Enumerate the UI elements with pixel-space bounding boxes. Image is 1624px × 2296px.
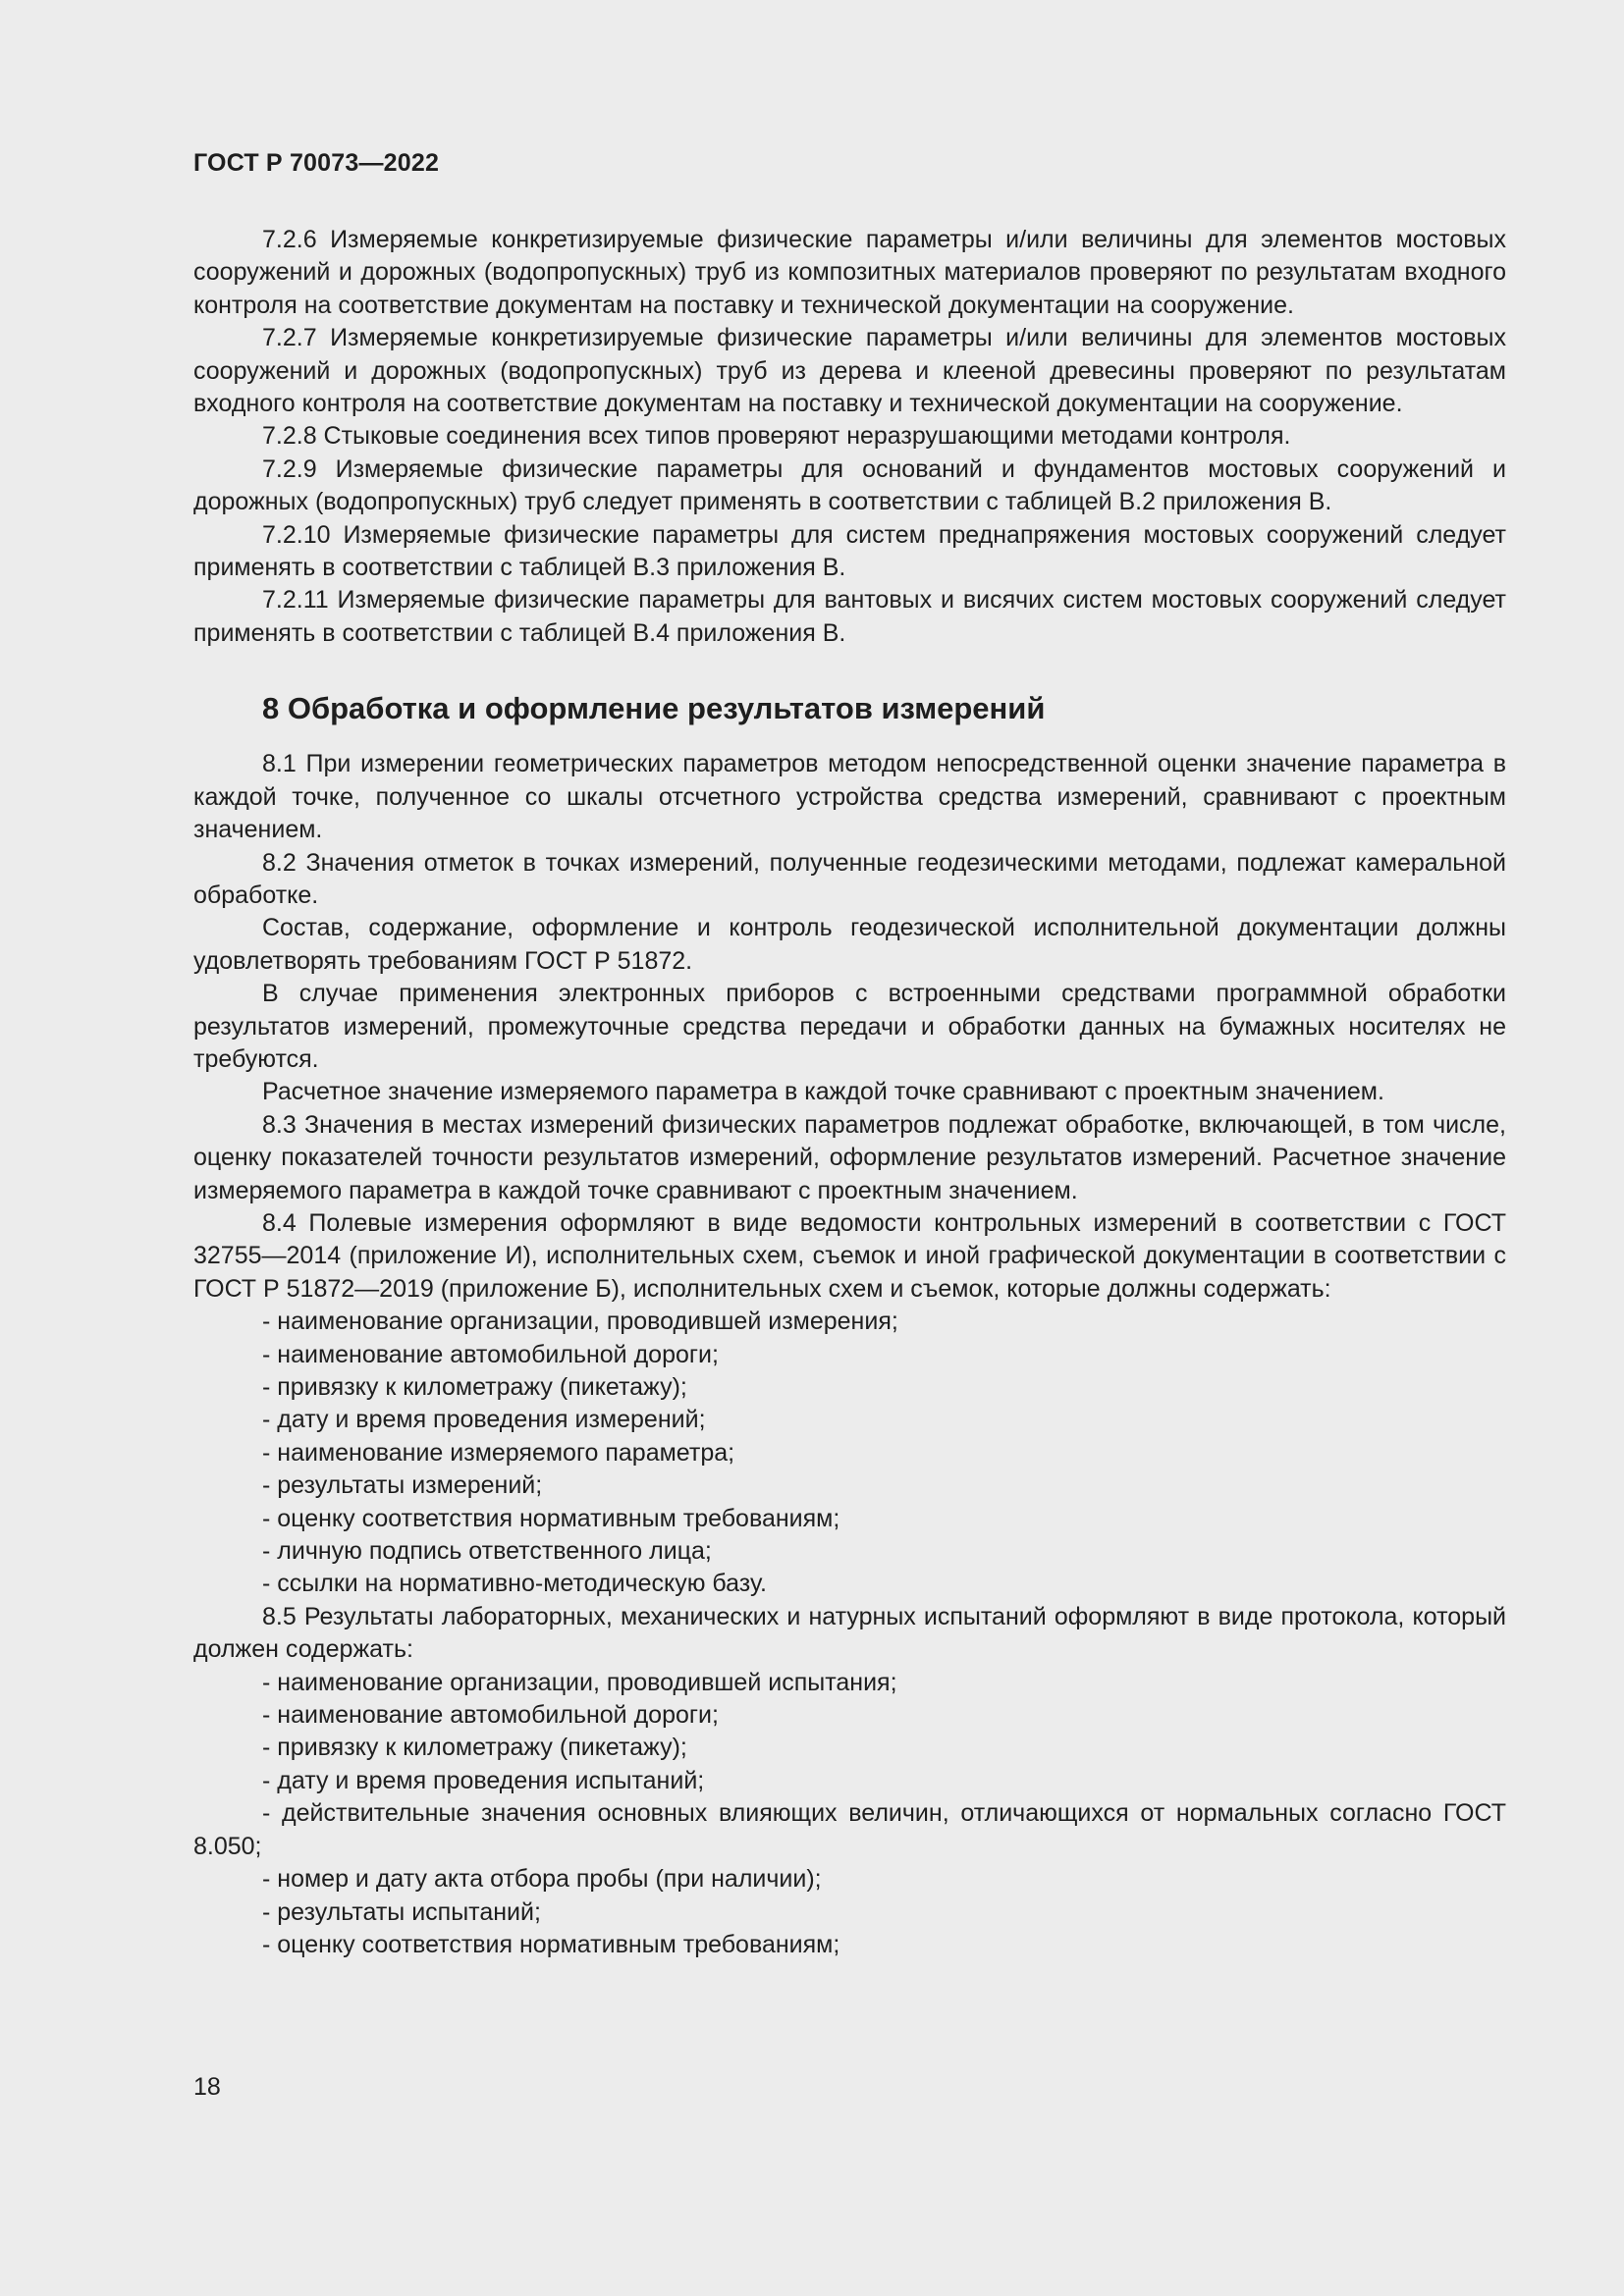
list-item: - наименование автомобильной дороги; bbox=[262, 1340, 719, 1368]
document-body bbox=[193, 224, 1506, 1961]
list-item: - оценку соответствия нормативным требованиям; bbox=[262, 1930, 840, 1958]
paragraph-8-1: 8.1 При измерении геометрических параметров методом непосредственной оценки значение параметра в каждой точке, полученное со шкалы отсчетного устройства средства измерений, сравнивают с проектным значением. bbox=[193, 750, 1506, 844]
paragraph-7-2-7: 7.2.7 Измеряемые конкретизируемые физические параметры и/или величины для элементов мостовых сооружений и дорожных (водопропускных) труб из дерева и клееной древесины проверяют по результатам входного контроля на соответствие документам на поставку и технической документации на сооружение. bbox=[193, 324, 1506, 418]
list-item: - оценку соответствия нормативным требованиям; bbox=[262, 1504, 840, 1532]
page-number: 18 bbox=[193, 2073, 221, 2101]
list-item: - результаты испытаний; bbox=[262, 1897, 541, 1926]
list-item: - привязку к километражу (пикетажу); bbox=[262, 1734, 687, 1762]
list-item: - номер и дату акта отбора пробы (при наличии); bbox=[262, 1865, 822, 1894]
paragraph-8-2-composition: Состав, содержание, оформление и контроль геодезической исполнительной документации должны удовлетворять требованиям ГОСТ Р 51872. bbox=[193, 914, 1506, 975]
list-item: - ссылки на нормативно-методическую базу. bbox=[262, 1570, 767, 1598]
paragraph-7-2-9: 7.2.9 Измеряемые физические параметры для оснований и фундаментов мостовых сооружений и дорожных (водопропускных) труб следует применять в соответствии с таблицей В.2 приложения В. bbox=[193, 454, 1506, 516]
list-item: - дату и время проведения измерений; bbox=[262, 1406, 706, 1434]
list-item: - наименование измеряемого параметра; bbox=[262, 1438, 735, 1467]
paragraph-8-2-calculated: Расчетное значение измеряемого параметра в каждой точке сравнивают с проектным значением. bbox=[262, 1078, 1384, 1106]
paragraph-7-2-10: 7.2.10 Измеряемые физические параметры для систем преднапряжения мостовых сооружений следует применять в соответствии с таблицей В.3 приложения В. bbox=[193, 520, 1506, 582]
paragraph-7-2-6: 7.2.6 Измеряемые конкретизируемые физические параметры и/или величины для элементов мостовых сооружений и дорожных (водопропускных) труб из композитных материалов проверяют по результатам входного контроля на соответствие документам на поставку и технической документации на сооружение. bbox=[193, 226, 1506, 319]
paragraph-8-5: 8.5 Результаты лабораторных, механических и натурных испытаний оформляют в виде протокола, который должен содержать: bbox=[193, 1602, 1506, 1664]
list-8-4 bbox=[193, 1306, 1506, 1601]
paragraph-8-4: 8.4 Полевые измерения оформляют в виде ведомости контрольных измерений в соответствии с ГОСТ 32755—2014 (приложение И), исполнительных схем, съемок и иной графической документации в соответствии с ГОСТ Р 51872—2019 (приложение Б), исполнительных схем и съемок, которые должны содержать: bbox=[193, 1208, 1506, 1303]
list-item: - дату и время проведения испытаний; bbox=[262, 1766, 705, 1794]
paragraph-8-3: 8.3 Значения в местах измерений физических параметров подлежат обработке, включающей, в том числе, оценку показателей точности результатов измерений, оформление результатов измерений. Расчетное значение измеряемого параметра в каждой точке сравнивают с проектным значением. bbox=[193, 1110, 1506, 1204]
list-item: - результаты измерений; bbox=[262, 1471, 543, 1500]
document-header: ГОСТ Р 70073—2022 bbox=[193, 149, 440, 177]
paragraph-7-2-11: 7.2.11 Измеряемые физические параметры для вантовых и висячих систем мостовых сооружений следует применять в соответствии с таблицей В.4 приложения В. bbox=[193, 586, 1506, 647]
list-item: - действительные значения основных влияющих величин, отличающихся от нормальных согласно ГОСТ 8.050; bbox=[193, 1799, 1506, 1860]
paragraph-8-2-electronic: В случае применения электронных приборов с встроенными средствами программной обработки результатов измерений, промежуточные средства передачи и обработки данных на бумажных носителях не требуются. bbox=[193, 980, 1506, 1073]
list-item: - личную подпись ответственного лица; bbox=[262, 1537, 712, 1566]
section-8-title: 8 Обработка и оформление результатов измерений bbox=[262, 691, 1046, 726]
list-item: - наименование автомобильной дороги; bbox=[262, 1701, 719, 1730]
paragraph-8-2: 8.2 Значения отметок в точках измерений, полученные геодезическими методами, подлежат камеральной обработке. bbox=[193, 848, 1506, 909]
list-item: - наименование организации, проводившей измерения; bbox=[262, 1308, 898, 1336]
list-8-5 bbox=[193, 1667, 1506, 1962]
paragraph-7-2-8: 7.2.8 Стыковые соединения всех типов проверяют неразрушающими методами контроля. bbox=[262, 422, 1291, 451]
list-item: - наименование организации, проводившей испытания; bbox=[262, 1668, 897, 1696]
list-item: - привязку к километражу (пикетажу); bbox=[262, 1373, 687, 1401]
